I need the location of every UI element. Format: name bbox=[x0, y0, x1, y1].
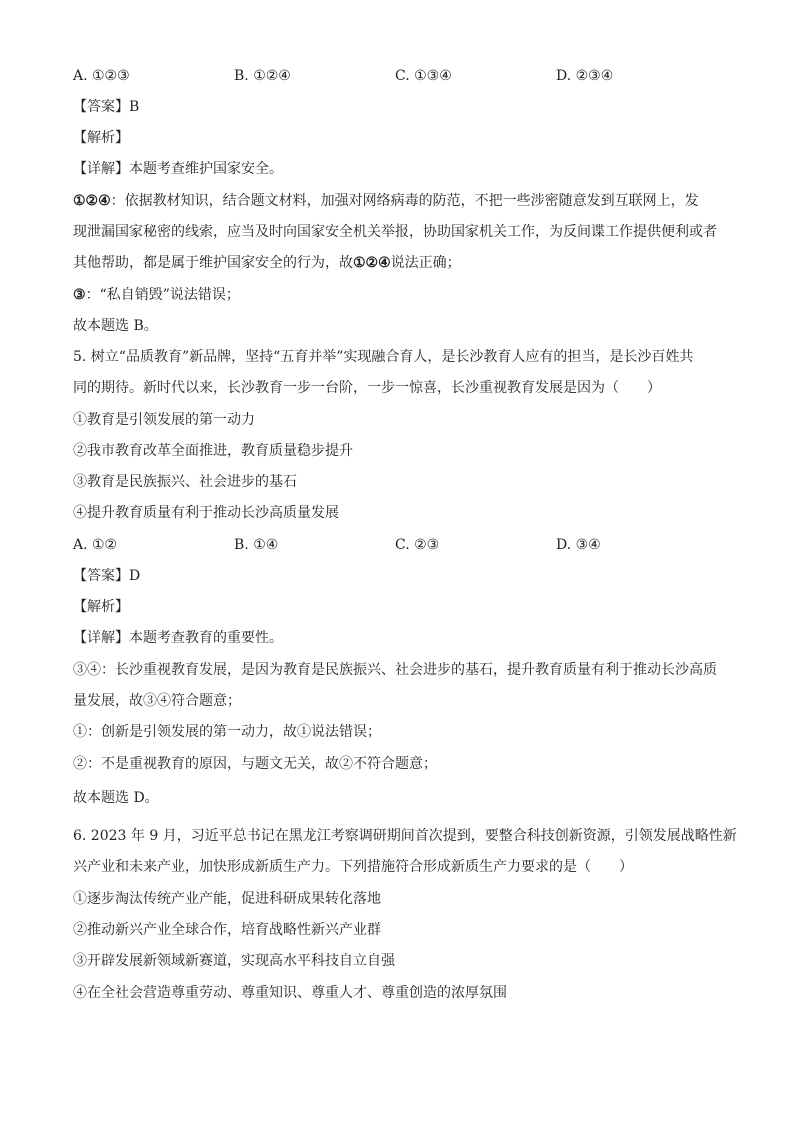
q5-explanation-line-1: ③④：长沙重视教育发展，是因为教育是民族振兴、社会进步的基石，提升教育质量有利于推动长沙高质 bbox=[73, 662, 717, 678]
q5-explanation-line-4: ②：不是重视教育的原因，与题文无关，故②不符合题意； bbox=[73, 756, 437, 772]
q4-answer: 【答案】B bbox=[73, 99, 140, 115]
q5-option-c: C. ②③ bbox=[395, 537, 440, 553]
q4-option-a: A. ①②③ bbox=[73, 68, 130, 84]
q6-item-3: ③开辟发展新领域新赛道，实现高水平科技自立自强 bbox=[73, 953, 395, 969]
q6-item-2: ②推动新兴产业全球合作，培育战略性新兴产业群 bbox=[73, 922, 381, 938]
q4-explanation-prefix-4: ③ bbox=[73, 287, 86, 303]
q5-conclusion: 故本题选 D。 bbox=[73, 790, 159, 806]
q4-explanation-line-2: 现泄漏国家秘密的线索，应当及时向国家安全机关举报，协助国家机关工作，为反间谍工作提供便利或者 bbox=[73, 224, 717, 240]
q6-stem-line-2: 兴产业和未来产业，加快形成新质生产力。下列措施符合形成新质生产力要求的是（ ） bbox=[73, 859, 633, 875]
q4-explanation-text-3b: ①②④ bbox=[353, 255, 391, 271]
q5-item-4: ④提升教育质量有利于推动长沙高质量发展 bbox=[73, 505, 339, 521]
q5-analysis-label: 【解析】 bbox=[73, 599, 129, 615]
q4-explanation-text-3a: 其他帮助，都是属于维护国家安全的行为，故 bbox=[73, 255, 353, 271]
q5-option-d: D. ③④ bbox=[556, 537, 601, 553]
q6-stem-line-1: 6. 2023 年 9 月，习近平总书记在黑龙江考察调研期间首次提到，要整合科技创新资源，引领发展战略性新 bbox=[73, 828, 737, 844]
q5-item-1: ①教育是引领发展的第一动力 bbox=[73, 412, 255, 428]
q4-explanation-text-1: ：依据教材知识，结合题文材料，加强对网络病毒的防范，不把一些涉密随意发到互联网上，发 bbox=[110, 193, 699, 209]
q5-explanation-line-2: 量发展，故③④符合题意； bbox=[73, 693, 241, 709]
q5-options bbox=[73, 535, 723, 555]
q6-item-4: ④在全社会营造尊重劳动、尊重知识、尊重人才、尊重创造的浓厚氛围 bbox=[73, 985, 507, 1001]
q4-explanation-text-3c: 说法正确； bbox=[390, 255, 461, 271]
q5-item-2: ②我市教育改革全面推进，教育质量稳步提升 bbox=[73, 443, 353, 459]
q5-stem-line-2: 同的期待。新时代以来，长沙教育一步一台阶，一步一惊喜，长沙重视教育发展是因为（ ） bbox=[73, 380, 661, 396]
q4-analysis-label: 【解析】 bbox=[73, 130, 129, 146]
q4-explanation-prefix: ①②④ bbox=[73, 193, 111, 209]
q4-explanation-text-4: ：“私自销毁”说法错误； bbox=[85, 287, 240, 303]
q5-detail: 【详解】本题考查教育的重要性。 bbox=[73, 630, 283, 646]
q5-option-b: B. ①④ bbox=[234, 537, 279, 553]
q4-explanation-line-3 bbox=[73, 253, 723, 273]
q5-answer: 【答案】D bbox=[73, 568, 141, 584]
q5-stem-line-1: 5. 树立“品质教育”新品牌，坚持“五育并举”实现融合育人，是长沙教育人应有的担当，是长沙百姓共 bbox=[73, 349, 694, 365]
q6-item-1: ①逐步淘汰传统产业产能，促进科研成果转化落地 bbox=[73, 891, 381, 907]
q4-explanation-line-1 bbox=[73, 191, 723, 211]
q4-option-c: C. ①③④ bbox=[395, 68, 452, 84]
q5-explanation-line-3: ①：创新是引领发展的第一动力，故①说法错误； bbox=[73, 724, 381, 740]
q5-option-a: A. ①② bbox=[73, 537, 118, 553]
q4-explanation-line-4 bbox=[73, 285, 723, 305]
q4-option-d: D. ②③④ bbox=[556, 68, 614, 84]
q4-option-b: B. ①②④ bbox=[234, 68, 291, 84]
q4-conclusion: 故本题选 B。 bbox=[73, 318, 158, 334]
q4-detail: 【详解】本题考查维护国家安全。 bbox=[73, 161, 283, 177]
q5-item-3: ③教育是民族振兴、社会进步的基石 bbox=[73, 474, 297, 490]
q4-options bbox=[73, 66, 723, 86]
